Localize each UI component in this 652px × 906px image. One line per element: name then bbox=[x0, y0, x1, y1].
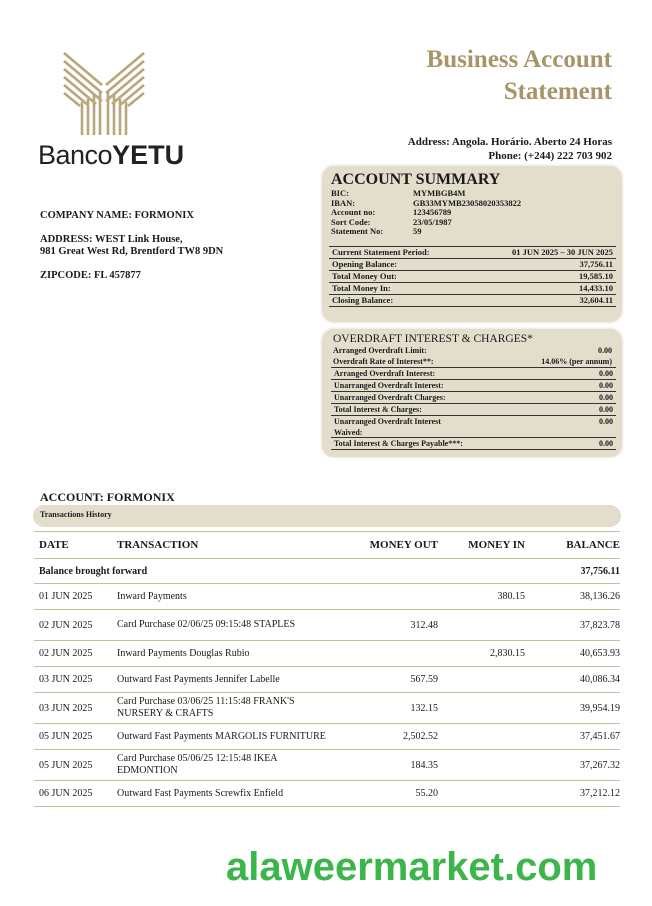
tx-date: 06 JUN 2025 bbox=[39, 788, 93, 799]
overdraft-label: Unarranged Overdraft Interest Waived: bbox=[334, 417, 441, 437]
account-label: ACCOUNT: FORMONIX bbox=[40, 490, 175, 504]
summary-label: Total Money In: bbox=[332, 283, 391, 293]
tx-balance: 37,212.12 bbox=[580, 788, 620, 799]
account-info-value: 123456789 bbox=[413, 207, 452, 217]
tx-date: 03 JUN 2025 bbox=[39, 702, 93, 714]
overdraft-value: 0.00 bbox=[599, 369, 613, 378]
title-line-2: Statement bbox=[503, 78, 612, 105]
document-title bbox=[427, 44, 612, 108]
overdraft-value: 0.00 bbox=[599, 439, 613, 448]
account-summary-rows bbox=[329, 246, 616, 307]
overdraft-value: 0.00 bbox=[599, 381, 613, 390]
tx-date: 05 JUN 2025 bbox=[39, 731, 93, 742]
summary-row bbox=[329, 294, 616, 307]
tx-money-out: 55.20 bbox=[415, 788, 438, 799]
overdraft-value: 0.00 bbox=[599, 405, 613, 414]
bank-name-bold: YETU bbox=[112, 140, 185, 170]
table-row bbox=[34, 610, 620, 641]
table-row bbox=[34, 781, 620, 807]
table-row bbox=[34, 693, 620, 724]
summary-label: Current Statement Period: bbox=[332, 247, 430, 257]
company-address bbox=[40, 234, 223, 258]
account-info-label: Sort Code: bbox=[331, 216, 371, 227]
account-info-value: 23/05/1987 bbox=[413, 216, 452, 227]
overdraft-top-row bbox=[333, 345, 614, 356]
overdraft-label: Overdraft Rate of Interest**: bbox=[333, 357, 434, 366]
table-row bbox=[34, 667, 620, 693]
overdraft-label: Total Interest & Charges: bbox=[334, 405, 422, 414]
transaction-rows bbox=[34, 584, 620, 807]
tx-money-out: 184.35 bbox=[410, 759, 438, 771]
overdraft-top-rows bbox=[333, 345, 614, 367]
summary-row bbox=[329, 246, 616, 258]
overdraft-panel bbox=[322, 329, 622, 457]
tx-balance: 40,653.93 bbox=[580, 648, 620, 659]
summary-value: 19,585.10 bbox=[579, 271, 613, 281]
account-info-value: GB33MYMB23058020353822 bbox=[413, 197, 522, 208]
overdraft-label: Unarranged Overdraft Interest: bbox=[334, 381, 444, 390]
tx-date: 05 JUN 2025 bbox=[39, 759, 93, 771]
account-info-label: Account no: bbox=[331, 207, 376, 217]
tx-date: 01 JUN 2025 bbox=[39, 591, 93, 602]
overdraft-rows bbox=[331, 367, 616, 450]
brought-forward-balance: 37,756.11 bbox=[580, 565, 620, 577]
tx-money-out: 2,502.52 bbox=[403, 731, 438, 742]
summary-label: Total Money Out: bbox=[332, 271, 397, 281]
bank-name-light: Banco bbox=[38, 140, 113, 170]
transactions-history-label: Transactions History bbox=[40, 510, 112, 519]
tx-description: Inward Payments Douglas Rubio bbox=[117, 647, 250, 659]
overdraft-title: OVERDRAFT INTEREST & CHARGES* bbox=[333, 333, 533, 345]
overdraft-value: 0.00 bbox=[599, 393, 613, 402]
tx-money-out: 132.15 bbox=[410, 702, 438, 714]
table-row bbox=[34, 584, 620, 610]
bank-address: Address: Angola. Horário. Aberto 24 Horas bbox=[407, 136, 612, 148]
account-info-label: Statement No: bbox=[331, 226, 384, 236]
tx-balance: 37,823.78 bbox=[580, 619, 620, 631]
tx-date: 02 JUN 2025 bbox=[39, 648, 93, 659]
tx-balance: 37,267.32 bbox=[580, 759, 620, 771]
account-info-value: MYMBGB4M bbox=[413, 188, 466, 198]
tx-money-in: 2,830.15 bbox=[490, 648, 525, 659]
table-row bbox=[34, 724, 620, 750]
header-transaction: TRANSACTION bbox=[117, 539, 199, 551]
header-date: DATE bbox=[39, 539, 69, 551]
overdraft-row bbox=[331, 379, 616, 391]
title-line-1: Business Account bbox=[426, 46, 612, 73]
account-summary-title: ACCOUNT SUMMARY bbox=[331, 171, 501, 188]
tx-balance: 40,086.34 bbox=[580, 674, 620, 685]
tx-money-out: 312.48 bbox=[410, 619, 438, 631]
company-info bbox=[40, 210, 223, 294]
tx-money-out: 567.59 bbox=[410, 674, 438, 685]
tx-description: Inward Payments bbox=[117, 590, 187, 602]
bank-logo-icon bbox=[62, 47, 146, 135]
summary-row bbox=[329, 258, 616, 270]
tx-balance: 38,136.26 bbox=[580, 591, 620, 602]
bank-contact bbox=[408, 135, 612, 163]
overdraft-value: 0.00 bbox=[598, 346, 612, 355]
overdraft-label: Total Interest & Charges Payable***: bbox=[334, 439, 463, 448]
summary-label: Opening Balance: bbox=[332, 259, 397, 269]
tx-description: Outward Fast Payments Screwfix Enfield bbox=[117, 787, 284, 799]
company-name: COMPANY NAME: FORMONIX bbox=[40, 210, 194, 221]
header-money-in: MONEY IN bbox=[468, 539, 525, 551]
header-balance: BALANCE bbox=[566, 539, 620, 551]
account-summary-panel bbox=[322, 166, 622, 322]
tx-balance: 37,451.67 bbox=[580, 731, 620, 742]
overdraft-row bbox=[331, 437, 616, 450]
account-info-row bbox=[331, 227, 521, 237]
company-address-line-2: 981 Great West Rd, Brentford TW8 9DN bbox=[40, 246, 224, 257]
overdraft-row bbox=[331, 415, 616, 437]
account-info-label: BIC: bbox=[331, 188, 349, 198]
balance-brought-forward-row bbox=[34, 559, 620, 584]
tx-description: Outward Fast Payments Jennifer Labelle bbox=[117, 673, 280, 685]
account-info-value: 59 bbox=[413, 226, 422, 236]
tx-date: 02 JUN 2025 bbox=[39, 619, 93, 631]
overdraft-label: Arranged Overdraft Limit: bbox=[333, 346, 427, 355]
company-address-line-1: ADDRESS: WEST Link House, bbox=[40, 234, 183, 245]
summary-value: 37,756.11 bbox=[579, 259, 613, 269]
summary-row bbox=[329, 282, 616, 294]
overdraft-value: 14.06% (per annum) bbox=[541, 357, 612, 366]
header-money-out: MONEY OUT bbox=[369, 539, 438, 551]
tx-description: Card Purchase 02/06/25 09:15:48 STAPLES bbox=[117, 619, 296, 630]
overdraft-value: 0.00 bbox=[599, 417, 613, 426]
brought-forward-label: Balance brought forward bbox=[39, 565, 148, 577]
summary-value: 32,604.11 bbox=[579, 295, 613, 305]
company-zipcode: ZIPCODE: FL 457877 bbox=[40, 270, 141, 281]
summary-value: 01 JUN 2025 – 30 JUN 2025 bbox=[511, 247, 613, 257]
account-info bbox=[331, 189, 521, 237]
tx-date: 03 JUN 2025 bbox=[39, 674, 93, 685]
summary-row bbox=[329, 270, 616, 282]
transactions-history-bar bbox=[33, 505, 621, 527]
account-info-label: IBAN: bbox=[331, 197, 356, 208]
tx-description: Outward Fast Payments MARGOLIS FURNITURE bbox=[117, 730, 326, 742]
watermark: alaweermarket.com bbox=[226, 845, 598, 889]
tx-money-in: 380.15 bbox=[497, 591, 525, 602]
bank-phone: Phone: (+244) 222 703 902 bbox=[488, 150, 612, 162]
overdraft-row bbox=[331, 367, 616, 379]
summary-label: Closing Balance: bbox=[332, 295, 394, 305]
tx-balance: 39,954.19 bbox=[580, 702, 620, 714]
transactions-table bbox=[34, 531, 620, 807]
overdraft-label: Arranged Overdraft Interest: bbox=[334, 369, 436, 378]
overdraft-row bbox=[331, 403, 616, 415]
table-row bbox=[34, 641, 620, 667]
summary-value: 14,433.10 bbox=[579, 283, 613, 293]
table-row bbox=[34, 750, 620, 781]
overdraft-top-row bbox=[333, 356, 614, 367]
tx-description: Card Purchase 03/06/25 11:15:48 FRANK'S NURSERY & CRAFTS bbox=[117, 696, 295, 719]
tx-description: Card Purchase 05/06/25 12:15:48 IKEA EDMONTION bbox=[117, 753, 277, 776]
bank-name bbox=[38, 140, 184, 171]
table-header bbox=[34, 531, 620, 559]
overdraft-label: Unarranged Overdraft Charges: bbox=[334, 393, 446, 402]
overdraft-row bbox=[331, 391, 616, 403]
